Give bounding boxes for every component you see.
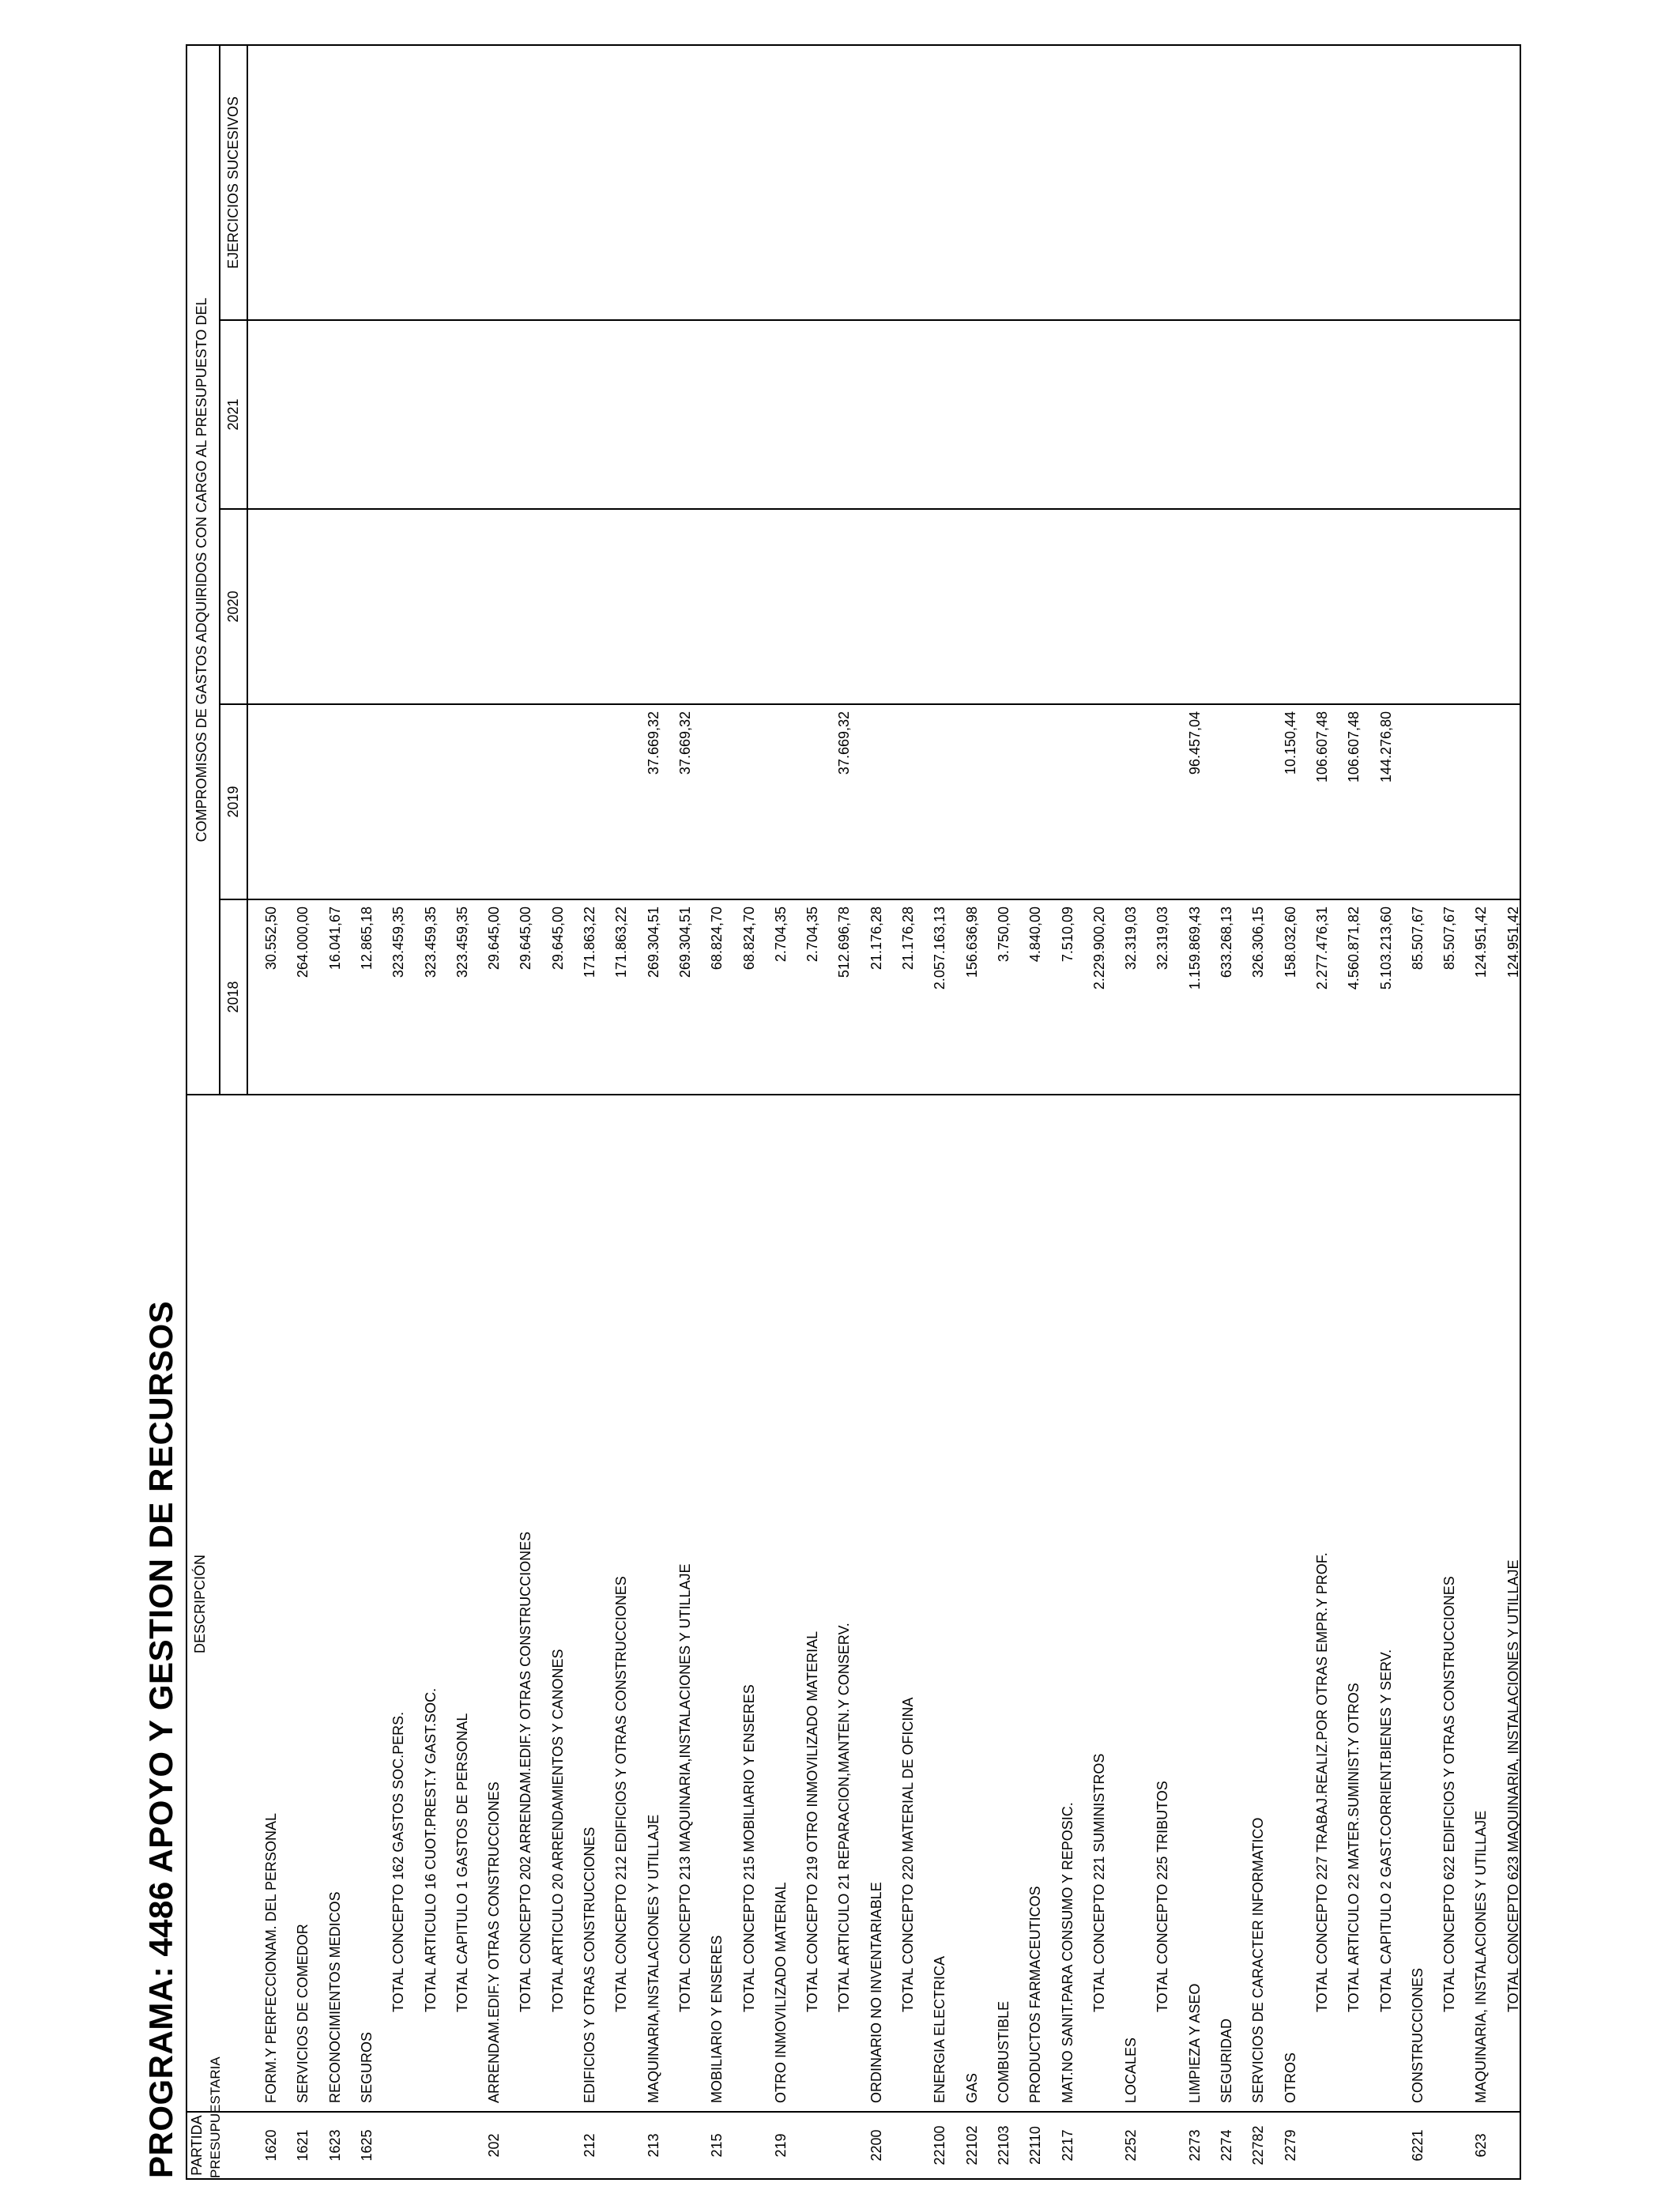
partida-code: 202 [486,2133,503,2158]
value-2018: 512.696,78 [836,907,853,978]
table-row [1147,46,1178,2178]
value-2018: 5.103.213,60 [1377,907,1394,990]
value-2018: 2.277.476,31 [1313,907,1330,990]
partida-code: 213 [645,2133,661,2158]
table-row [1275,46,1306,2178]
partida-code: 2200 [868,2129,884,2162]
table-row [1019,46,1051,2178]
row-description: LOCALES [1123,2037,1139,2103]
value-2019: 37.669,32 [836,711,853,775]
header-compromisos: COMPROMISOS DE GASTOS ADQUIRIDOS CON CARGO AL PRESUPUESTO DEL [194,297,209,843]
table-row [574,46,605,2178]
table-row [701,46,733,2178]
partida-code: 2279 [1282,2129,1298,2162]
value-2018: 2.704,35 [804,907,821,963]
value-2018: 29.645,00 [486,907,503,971]
partida-code: 1621 [295,2129,311,2162]
value-2019: 144.276,80 [1377,711,1394,783]
row-description: TOTAL ARTICULO 22 MATER.SUMINIST.Y OTROS [1346,1683,1362,2012]
value-2018: 3.750,00 [995,907,1011,963]
table-row [1242,46,1274,2178]
row-description: RECONOCIMIENTOS MEDICOS [326,1891,343,2103]
header-ejercicios-sucesivos: EJERCICIOS SUCESIVOS [225,96,241,270]
table-row [638,46,669,2178]
value-2018: 12.865,18 [358,907,375,971]
table-row [351,46,382,2178]
row-description: PRODUCTOS FARMACEUTICOS [1027,1886,1044,2103]
row-description: TOTAL ARTICULO 20 ARRENDAMIENTOS Y CANONES [549,1649,566,2012]
header-year-2018: 2018 [225,981,241,1013]
row-description: TOTAL CONCEPTO 221 SUMINISTROS [1090,1753,1107,2012]
table-row [1083,46,1115,2178]
header-year-2020: 2020 [225,590,241,623]
header-year-2019: 2019 [225,786,241,818]
row-description: CONSTRUCCIONES [1409,1967,1426,2103]
value-2018: 2.704,35 [772,907,789,963]
table-row [1115,46,1147,2178]
table-row [382,46,414,2178]
row-description: SEGUROS [358,2031,375,2103]
table-row [861,46,892,2178]
row-description: LIMPIEZA Y ASEO [1186,1983,1203,2103]
value-2018: 68.824,70 [709,907,725,971]
partida-code: 22782 [1250,2125,1267,2166]
row-description: TOTAL CONCEPTO 162 GASTOS SOC.PERS. [390,1711,407,2012]
partida-code: 1625 [358,2129,375,2162]
table-row [478,46,510,2178]
table-row [1052,46,1083,2178]
row-description: TOTAL ARTICULO 21 REPARACION,MANTEN.Y CONSERV. [836,1623,853,2012]
partida-code: 2252 [1123,2129,1139,2162]
value-2019: 37.669,32 [676,711,693,775]
budget-table [186,44,1521,2180]
row-description: TOTAL CONCEPTO 202 ARRENDAM.EDIF.Y OTRAS CONSTRUCCIONES [518,1531,534,2012]
header-divider [247,46,248,1095]
row-description: COMBUSTIBLE [995,2000,1011,2103]
partida-code: 1620 [263,2129,279,2162]
value-2018: 633.268,13 [1219,907,1234,978]
row-description: TOTAL CONCEPTO 220 MATERIAL DE OFICINA [900,1697,916,2012]
partida-code: 2274 [1219,2129,1234,2162]
table-row [892,46,924,2178]
value-2018: 158.032,60 [1282,907,1298,978]
value-2018: 32.319,03 [1155,907,1171,971]
table-row [733,46,765,2178]
partida-code: 22100 [932,2125,948,2166]
partida-code: 22103 [995,2125,1011,2166]
value-2018: 21.176,28 [900,907,916,971]
table-row [828,46,860,2178]
value-2019: 37.669,32 [645,711,661,775]
table-row [510,46,541,2178]
row-description: TOTAL CAPITULO 1 GASTOS DE PERSONAL [454,1713,470,2012]
partida-code: 22110 [1027,2126,1044,2165]
value-2018: 171.863,22 [613,907,630,978]
row-description: MAT.NO SANIT.PARA CONSUMO Y REPOSIC. [1059,1802,1075,2103]
table-row [319,46,351,2178]
table-row [956,46,988,2178]
row-description: TOTAL CONCEPTO 623 MAQUINARIA, INSTALACIONES Y UTILLAJE [1505,1559,1521,2012]
table-row [669,46,701,2178]
table-row [415,46,446,2178]
value-2018: 4.840,00 [1027,907,1044,963]
row-description: OTROS [1282,2052,1298,2103]
row-description: ENERGIA ELECTRICA [932,1955,948,2103]
row-description: SERVICIOS DE COMEDOR [295,1924,311,2103]
table-row [1370,46,1402,2178]
value-2018: 323.459,35 [390,907,407,978]
table-row [1465,46,1497,2178]
partida-code: 212 [582,2133,597,2158]
row-description: TOTAL CONCEPTO 215 MOBILIARIO Y ENSERES [740,1684,757,2012]
row-description: FORM.Y PERFECCIONAM. DEL PERSONAL [263,1812,279,2103]
value-2018: 326.306,15 [1250,907,1267,978]
value-2018: 323.459,35 [422,907,439,978]
value-2019: 10.150,44 [1282,711,1298,775]
value-2018: 269.304,51 [645,907,661,978]
row-description: ORDINARIO NO INVENTARIABLE [868,1882,884,2103]
row-description: SERVICIOS DE CARACTER INFORMATICO [1250,1817,1267,2103]
value-2018: 323.459,35 [454,907,470,978]
value-2018: 269.304,51 [676,907,693,978]
table-row [1338,46,1369,2178]
partida-code: 623 [1473,2133,1490,2158]
value-2018: 85.507,67 [1441,907,1458,971]
value-2018: 124.951,42 [1505,907,1521,978]
table-row [255,46,287,2178]
table-row [1306,46,1338,2178]
row-description: TOTAL CONCEPTO 212 EDIFICIOS Y OTRAS CONSTRUCCIONES [613,1576,630,2012]
table-row [542,46,574,2178]
header-descripcion: DESCRIPCIÓN [192,1555,208,1654]
value-2018: 7.510,09 [1059,907,1075,963]
value-2018: 29.645,00 [518,907,534,971]
partida-code: 1623 [326,2129,343,2162]
page-title: PROGRAMA: 4486 APOYO Y GESTION DE RECURSOS [142,1300,179,2178]
value-2019: 96.457,04 [1186,711,1203,775]
partida-code: 215 [709,2133,725,2158]
table-row [988,46,1019,2178]
row-description: TOTAL CONCEPTO 622 EDIFICIOS Y OTRAS CONSTRUCCIONES [1441,1576,1458,2012]
row-description: ARRENDAM.EDIF.Y OTRAS CONSTRUCCIONES [486,1781,503,2103]
row-description: GAS [963,2072,980,2103]
value-2018: 156.636,98 [963,907,980,978]
table-row [287,46,318,2178]
value-2018: 1.159.869,43 [1186,907,1203,990]
partida-code: 219 [772,2133,789,2158]
table-row [1433,46,1465,2178]
value-2018: 2.057.163,13 [932,907,948,990]
table-row [1402,46,1433,2178]
header-partida-line2: PRESUPUESTARIA [208,2056,223,2178]
row-description: EDIFICIOS Y OTRAS CONSTRUCCIONES [582,1826,597,2103]
row-description: TOTAL ARTICULO 16 CUOT.PREST.Y GAST.SOC. [422,1687,439,2012]
value-2018: 124.951,42 [1473,907,1490,978]
value-2018: 21.176,28 [868,907,884,971]
header-divider [219,46,220,1095]
row-description: OTRO INMOVILIZADO MATERIAL [772,1882,789,2103]
partida-code: 2273 [1186,2129,1203,2162]
value-2018: 68.824,70 [740,907,757,971]
partida-code: 6221 [1409,2129,1426,2162]
value-2019: 106.607,48 [1313,711,1330,783]
row-description: TOTAL CONCEPTO 219 OTRO INMOVILIZADO MATERIAL [804,1630,821,2012]
value-2019: 106.607,48 [1346,711,1362,783]
row-description: TOTAL CONCEPTO 227 TRABAJ.REALIZ.POR OTRAS EMPR.Y PROF. [1313,1552,1330,2012]
row-description: MAQUINARIA,INSTALACIONES Y UTILLAJE [645,1814,661,2103]
value-2018: 85.507,67 [1409,907,1426,971]
value-2018: 16.041,67 [326,907,343,971]
value-2018: 264.000,00 [295,907,311,978]
value-2018: 2.229.900,20 [1090,907,1107,990]
table-row [1179,46,1211,2178]
table-row [1211,46,1242,2178]
row-description: MOBILIARIO Y ENSERES [709,1935,725,2103]
value-2018: 30.552,50 [263,907,279,971]
partida-code: 2217 [1059,2129,1075,2162]
row-description: TOTAL CONCEPTO 225 TRIBUTOS [1155,1781,1171,2012]
partida-code: 22102 [963,2125,980,2166]
row-description: TOTAL CAPITULO 2 GAST.CORRIENT.BIENES Y SERV. [1377,1649,1394,2012]
table-row [765,46,797,2178]
row-description: SEGURIDAD [1219,2018,1234,2103]
header-partida-line1: PARTIDA [189,2115,205,2176]
row-description: MAQUINARIA, INSTALACIONES Y UTILLAJE [1473,1810,1490,2103]
header-year-2021: 2021 [225,398,241,431]
table-row [1497,46,1529,2178]
value-2018: 32.319,03 [1123,907,1139,971]
value-2018: 171.863,22 [582,907,597,978]
value-2018: 29.645,00 [549,907,566,971]
table-row [797,46,828,2178]
table-row [446,46,478,2178]
row-description: TOTAL CONCEPTO 213 MAQUINARIA,INSTALACIONES Y UTILLAJE [676,1563,693,2012]
table-row [605,46,637,2178]
value-2018: 4.560.871,82 [1346,907,1362,990]
header-partida [187,2056,225,2178]
table-row [924,46,955,2178]
